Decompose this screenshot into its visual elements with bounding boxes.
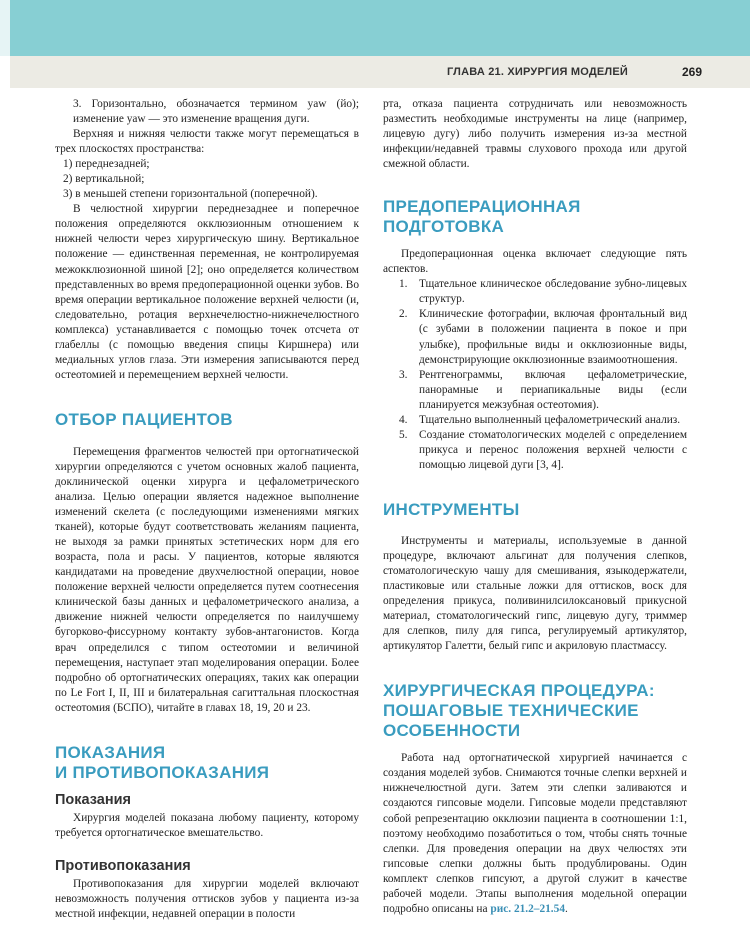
indications-heading-line1: ПОКАЗАНИЯ xyxy=(55,742,166,762)
figure-reference-link[interactable]: рис. 21.2–21.54 xyxy=(490,902,565,915)
indications-heading-line2: И ПРОТИВОПОКАЗАНИЯ xyxy=(55,762,270,782)
header-running-bar xyxy=(10,56,750,88)
right-column xyxy=(383,97,687,917)
indications-paragraph: Хирургия моделей показана любому пациенту, которому требуется ортогнатическое вмешательство. xyxy=(55,811,359,839)
preop-heading-line2: ПОДГОТОВКА xyxy=(383,217,505,237)
preop-heading-line1: ПРЕДОПЕРАЦИОННАЯ xyxy=(383,197,581,217)
procedure-paragraph: Работа над ортогнатической хирургией начинается с создания моделей зубов. Снимаются точные слепки верхней и нижнечелюстной дуги. Затем эти слепки заливаются и создаются гипсовые модели. Гипсовые модели представляют собой репрезентацию окклюзии пациента в соотношении 1:1, поэтому необходимо позаботиться о том, чтобы снять точные слепки. Для проведения операции на двух челюстях эти гипсовые слепки должны быть продублированы. Один комплект слепков гипсуют, а другой служит в качестве рабочей модели. Этапы выполнения модельной операции подробно описаны на рис. 21.2–21.54. xyxy=(383,752,687,915)
bimaxillary-paragraph: В челюстной хирургии переднезаднее и поперечное положения определяются окклюзионным отношением к нижней челюсти через хирургическую шину. Вертикальное положение — единственная переменная, не контролируемая межокклюзионной шиной [2]; оно определяется количеством представленных во время предоперационной оценки зубов. Во время операции вертикальное положение верхней челюсти (и, следовательно, ротация верхнечелюстно-нижнечелюстного комплекса) устанавливается с помощью точек отсчета от глабеллы (с помощью введения спицы Киршнера) или медиальных углов глаза. Эти измерения записываются перед остеотомией и перемещением верхней челюсти. xyxy=(55,203,359,381)
contraindications-subheading: Противопоказания xyxy=(55,857,191,874)
instruments-heading: ИНСТРУМЕНТЫ xyxy=(383,499,520,519)
procedure-heading-line3: ОСОБЕННОСТИ xyxy=(383,721,521,741)
patient-selection-paragraph: Перемещения фрагментов челюстей при ортогнатической хирургии определяются с учетом основных жалоб пациента, доклинической оценки хирурга и цефалометрического анализа. Целью операции является надежное выполнение изменений скелета (с последующими изменениями мягких тканей), которые будут соответствовать желаниям пациента, не выходя за рамки принятых эстетических норм для его возраста, пола и расы. У пациентов, которые являются кандидатами на проведение двухчелюстной операции, новое положение верхней челюсти определяется путем соотнесения клинической базы данных и цефалометрического анализа, а движение нижней челюсти определяется по наилучшему бугорково-фиссурному контакту зубов-антагонистов. Когда врач определился с типом остеотомии и величиной перемещения, наступает этап моделирования операции. Более подробно об ортогнатических операциях, таких как операции по Le Fort I, II, III и билатеральная сагиттальная плоскостная остеотомия (БСПО), читайте в главах 18, 19, 20 и 23. xyxy=(55,445,359,714)
indications-subheading: Показания xyxy=(55,791,131,808)
patient-selection-heading: ОТБОР ПАЦИЕНТОВ xyxy=(55,409,233,429)
list-item: 2) вертикальной; xyxy=(63,173,145,186)
intro-paragraph: Верхняя и нижняя челюсти также могут перемещаться в трех плоскостях пространства: xyxy=(55,128,359,156)
list-item: 3. Рентгенограммы, включая цефалометрические, панорамные и периапикальные виды (если планируется межзубная остеотомия). xyxy=(399,368,687,411)
procedure-heading-line1: ХИРУРГИЧЕСКАЯ ПРОЦЕДУРА: xyxy=(383,681,655,701)
list-item: 1) переднезадней; xyxy=(63,158,150,171)
list-item: 3) в меньшей степени горизонтальной (поперечной). xyxy=(63,188,318,201)
page-number: 269 xyxy=(681,65,702,79)
list-item: 2. Клинические фотографии, включая фронтальный вид (с зубами в положении пациента в покое и при улыбке), профильные виды и окклюзионные виды, демонстрирующие окклюзионные взаимоотношения. xyxy=(399,308,687,366)
left-column xyxy=(55,97,359,922)
header-left-strip xyxy=(0,0,10,56)
list-item: 1. Тщательное клиническое обследование зубно-лицевых структур. xyxy=(399,278,687,306)
continued-paragraph: рта, отказа пациента сотрудничать или невозможность разместить необходимые инструменты на лице (например, лицевую дугу) либо получить измерения из-за местной инфекции/недавней травмы слухового прохода или другой смежной области. xyxy=(383,98,687,171)
header-color-band xyxy=(10,0,750,56)
intro-item-3: 3. Горизонтально, обозначается термином yaw (йо); изменение yaw — это изменение вращения дуги. xyxy=(73,98,359,126)
instruments-paragraph: Инструменты и материалы, используемые в данной процедуре, включают альгинат для получения слепков, стоматологическую чашу для смешивания, языкодержатели, пластиковые или стальные ложки для оттисков, воск для определения прикуса, поливинилсилоксановый прикусной материал, стоматологический гипс, лицевую дугу, триммер для слепков, пилу для гипса, регулируемый артикулятор, артикулятор Галетти, белый гипс и акриловую пластмассу. xyxy=(383,534,687,653)
list-item: 5. Создание стоматологических моделей с определением прикуса и перенос положения верхней челюсти с помощью лицевой дуги [3, 4]. xyxy=(399,428,687,471)
page-header xyxy=(0,0,750,88)
contraindications-paragraph: Противопоказания для хирургии моделей включают невозможность получения оттисков зубов у пациента из-за местной инфекции, недавней операции в полости xyxy=(55,877,359,921)
list-item: 4. Тщательно выполненный цефалометрический анализ. xyxy=(399,413,681,426)
planes-list xyxy=(55,157,359,202)
running-chapter-title: ГЛАВА 21. ХИРУРГИЯ МОДЕЛЕЙ xyxy=(447,66,628,78)
preop-list xyxy=(383,277,687,473)
procedure-heading-line2: ПОШАГОВЫЕ ТЕХНИЧЕСКИЕ xyxy=(383,701,639,721)
preop-intro: Предоперационная оценка включает следующие пять аспектов. xyxy=(383,248,687,276)
